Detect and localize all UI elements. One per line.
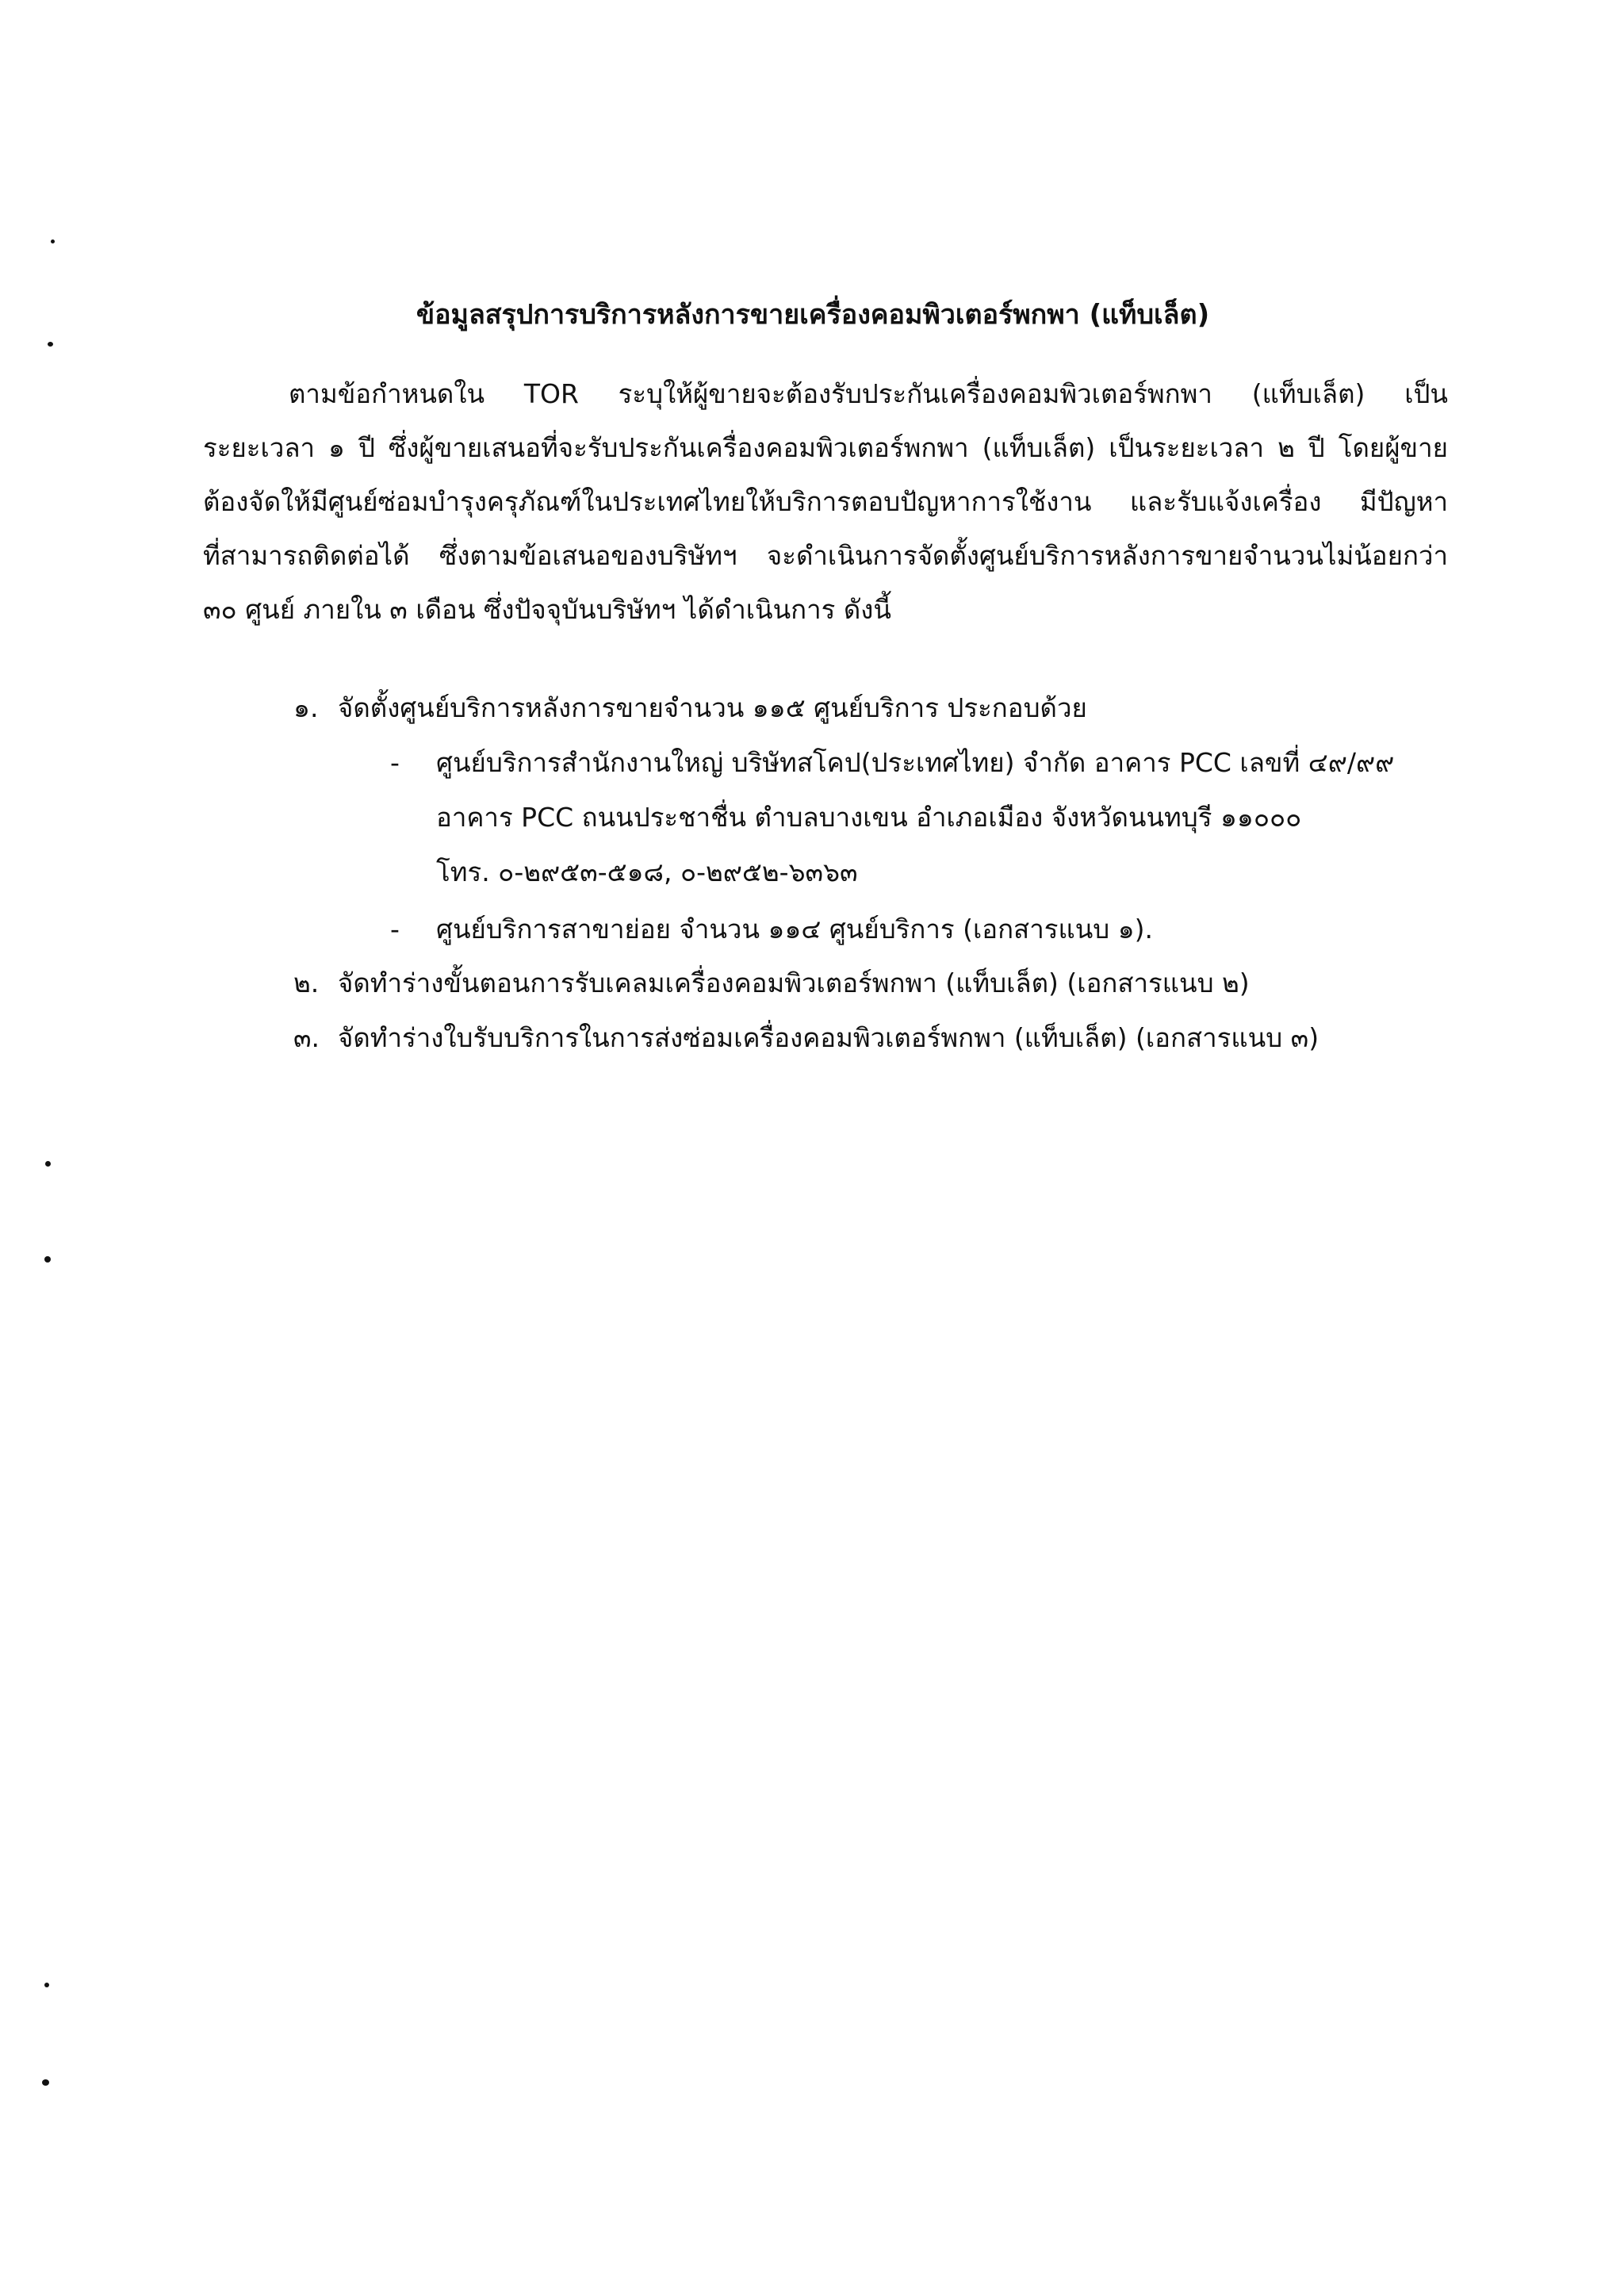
list-item-number: ๑. <box>293 692 319 723</box>
list-item-text: จัดตั้งศูนย์บริการหลังการขายจำนวน ๑๑๕ ศูนย์บริการ ประกอบด้วย <box>338 692 1087 723</box>
intro-line: ระยะเวลา ๑ ปี ซึ่งผู้ขายเสนอที่จะรับประกันเครื่องคอมพิวเตอร์พกพา (แท็บเล็ต) เป็นระยะเวลา ๒ ปี โดยผู้ขาย <box>203 432 1448 463</box>
intro-paragraph <box>203 367 1448 637</box>
subitem-dash: - <box>390 747 400 778</box>
list-item-text: จัดทำร่างใบรับบริการในการส่งซ่อมเครื่องคอมพิวเตอร์พกพา (แท็บเล็ต) (เอกสารแนบ ๓) <box>338 1022 1320 1053</box>
subitem-line: ศูนย์บริการสำนักงานใหญ่ บริษัทสโคป(ประเทศไทย) จำกัด อาคาร PCC เลขที่ ๔๙/๙๙ <box>436 747 1395 778</box>
scan-speck <box>51 239 55 243</box>
scan-speck <box>42 2079 49 2086</box>
subitem-dash: - <box>390 914 400 945</box>
intro-line: ๓๐ ศูนย์ ภายใน ๓ เดือน ซึ่งปัจจุบันบริษัทฯ ได้ดำเนินการ ดังนี้ <box>203 594 891 625</box>
subitem-line: โทร. ๐-๒๙๕๓-๕๑๘, ๐-๒๙๕๒-๖๓๖๓ <box>436 856 858 887</box>
list-item-number: ๓. <box>293 1022 320 1053</box>
scan-speck <box>44 1983 49 1987</box>
list-item-number: ๒. <box>293 968 320 998</box>
intro-line: ต้องจัดให้มีศูนย์ซ่อมบำรุงครุภัณฑ์ในประเทศไทยให้บริการตอบปัญหาการใช้งาน และรับแจ้งเครื่อง มีปัญหา <box>203 486 1448 517</box>
subitem-line: อาคาร PCC ถนนประชาชื่น ตำบลบางเขน อำเภอเมือง จังหวัดนนทบุรี ๑๑๐๐๐ <box>436 802 1302 833</box>
intro-line: ที่สามารถติดต่อได้ ซึ่งตามข้อเสนอของบริษัทฯ จะดำเนินการจัดตั้งศูนย์บริการหลังการขายจำนวนไม่น้อยกว่า <box>203 540 1448 571</box>
subitem-line: ศูนย์บริการสาขาย่อย จำนวน ๑๑๔ ศูนย์บริการ (เอกสารแนบ ๑). <box>436 914 1154 945</box>
scan-speck <box>48 342 53 347</box>
intro-line: ตามข้อกำหนดใน TOR ระบุให้ผู้ขายจะต้องรับประกันเครื่องคอมพิวเตอร์พกพา (แท็บเล็ต) เป็น <box>289 378 1448 409</box>
list-item-text: จัดทำร่างขั้นตอนการรับเคลมเครื่องคอมพิวเตอร์พกพา (แท็บเล็ต) (เอกสารแนบ ๒) <box>338 968 1250 998</box>
document-title: ข้อมูลสรุปการบริการหลังการขายเครื่องคอมพิวเตอร์พกพา (แท็บเล็ต) <box>416 299 1210 331</box>
scan-speck <box>44 1256 51 1263</box>
scan-speck <box>45 1161 51 1167</box>
